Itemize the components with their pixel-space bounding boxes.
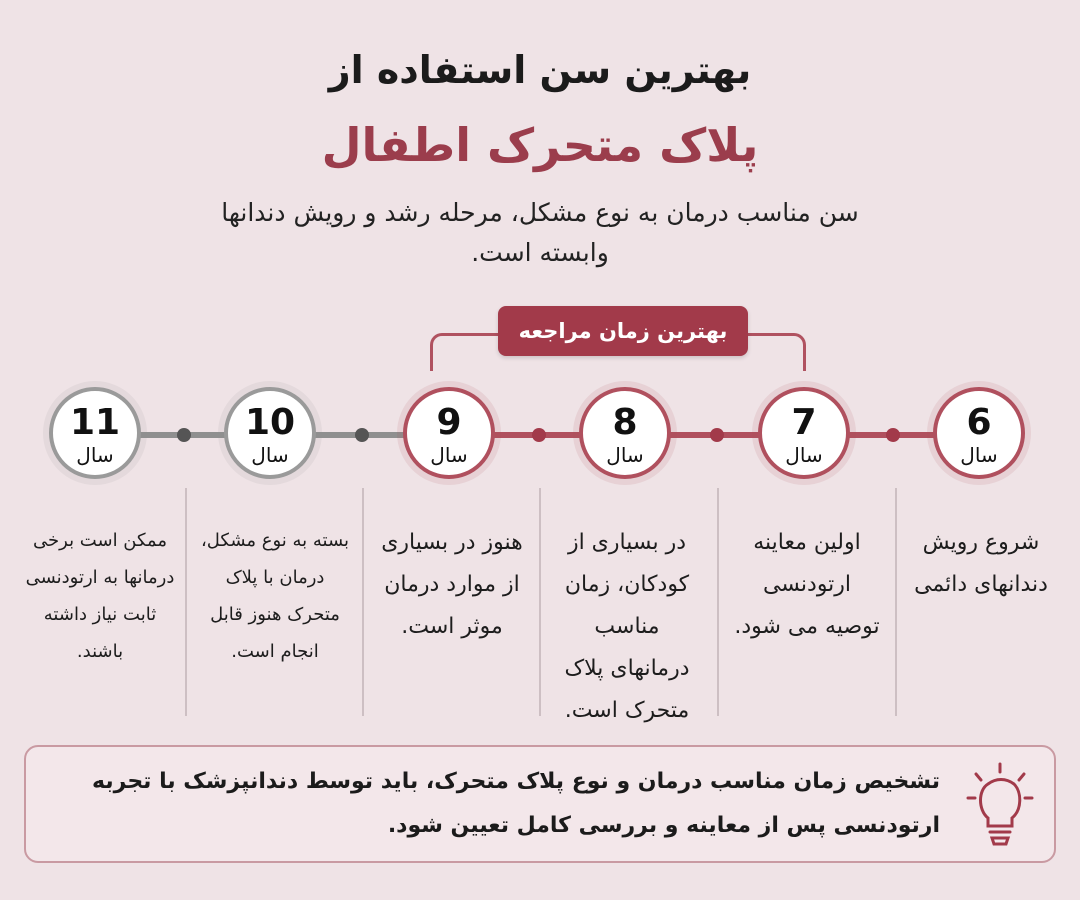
title-line-2: پلاک متحرک اطفال bbox=[321, 118, 759, 172]
age-description-7: اولین معاینه ارتودنسی توصیه می شود. bbox=[734, 530, 880, 639]
age-description-10: بسته به نوع مشکل، درمان با پلاک متحرک هنوز قابل انجام است. bbox=[200, 530, 350, 662]
column-divider bbox=[717, 488, 719, 716]
column-divider bbox=[895, 488, 897, 716]
best-time-badge: بهترین زمان مراجعه bbox=[498, 306, 748, 356]
subtitle: سن مناسب درمان به نوع مشکل، مرحله رشد و رویش دندانها وابسته است. bbox=[221, 198, 859, 267]
age-unit: سال bbox=[606, 443, 644, 467]
timeline-dot bbox=[532, 428, 546, 442]
age-number: 7 bbox=[791, 402, 817, 443]
age-circle-7 bbox=[758, 387, 850, 479]
age-number: 6 bbox=[966, 402, 992, 443]
age-unit: سال bbox=[960, 443, 998, 467]
age-circle-8 bbox=[579, 387, 671, 479]
column-divider bbox=[362, 488, 364, 716]
age-circle-9 bbox=[403, 387, 495, 479]
timeline-dot bbox=[177, 428, 191, 442]
age-number: 9 bbox=[436, 402, 462, 443]
age-number: 10 bbox=[244, 402, 296, 443]
age-unit: سال bbox=[251, 443, 289, 467]
timeline-dot bbox=[710, 428, 724, 442]
timeline-dot bbox=[886, 428, 900, 442]
column-divider bbox=[185, 488, 187, 716]
age-unit: سال bbox=[76, 443, 114, 467]
title-line-1: بهترین سن استفاده از bbox=[328, 48, 752, 92]
age-description-6: شروع رویش دندانهای دائمی bbox=[914, 530, 1048, 597]
age-description-8: در بسیاری از کودکان، زمان مناسب درمانهای پلاک متحرک است. bbox=[564, 530, 690, 723]
age-circle-10 bbox=[224, 387, 316, 479]
age-circle-6 bbox=[933, 387, 1025, 479]
lightbulb-icon bbox=[962, 760, 1038, 848]
age-number: 8 bbox=[612, 402, 638, 443]
age-unit: سال bbox=[430, 443, 468, 467]
note-text: تشخیص زمان مناسب درمان و نوع پلاک متحرک، باید توسط دندانپزشک با تجربه ارتودنسی پس از معاینه و بررسی کامل تعیین شود. bbox=[92, 769, 940, 838]
timeline-dot bbox=[355, 428, 369, 442]
column-divider bbox=[539, 488, 541, 716]
age-circle-11 bbox=[49, 387, 141, 479]
age-description-11: ممکن است برخی درمانها به ارتودنسی ثابت نیاز داشته باشند. bbox=[25, 530, 175, 662]
age-unit: سال bbox=[785, 443, 823, 467]
age-number: 11 bbox=[69, 402, 121, 443]
age-description-9: هنوز در بسیاری از موارد درمان موثر است. bbox=[381, 530, 523, 639]
